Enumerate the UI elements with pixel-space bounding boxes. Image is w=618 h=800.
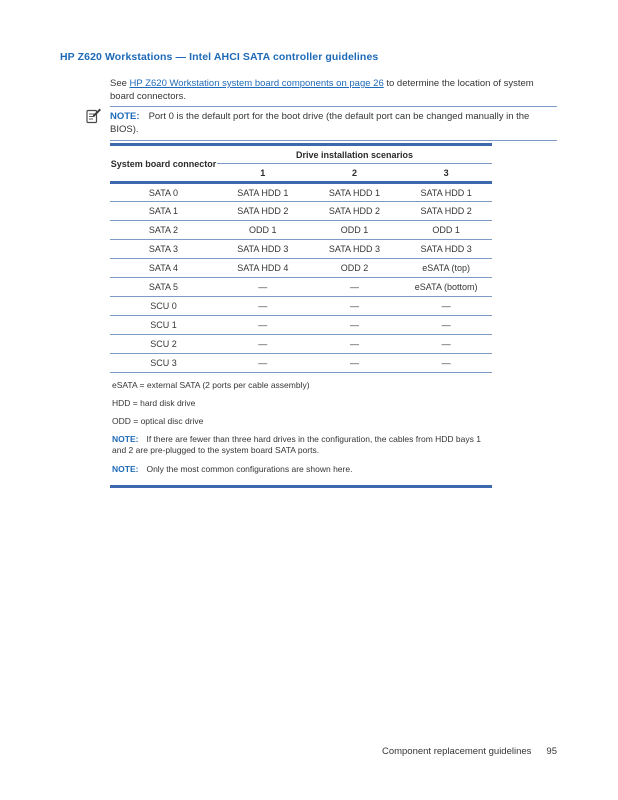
scenario1-cell: ODD 1 bbox=[217, 221, 309, 240]
scenario1-cell: SATA HDD 2 bbox=[217, 202, 309, 221]
scenario2-cell: — bbox=[309, 278, 401, 297]
page-title: HP Z620 Workstations — Intel AHCI SATA controller guidelines bbox=[60, 51, 379, 63]
scenario3-cell: eSATA (top) bbox=[400, 259, 492, 278]
scenario3-cell: SATA HDD 3 bbox=[400, 240, 492, 259]
table-row bbox=[110, 183, 492, 202]
column-header-connector: System board connector bbox=[110, 145, 217, 183]
footnote: HDD = hard disk drive bbox=[112, 398, 196, 408]
table-row bbox=[110, 335, 492, 354]
scenario1-cell: SATA HDD 1 bbox=[217, 183, 309, 202]
table-row bbox=[110, 316, 492, 335]
table-header bbox=[110, 145, 492, 183]
table-note bbox=[112, 464, 492, 475]
connector-cell: SCU 1 bbox=[110, 316, 217, 335]
scenario1-cell: — bbox=[217, 278, 309, 297]
scenario2-cell: SATA HDD 3 bbox=[309, 240, 401, 259]
connector-cell: SCU 2 bbox=[110, 335, 217, 354]
scenario2-cell: — bbox=[309, 316, 401, 335]
scenario3-cell: — bbox=[400, 316, 492, 335]
scenario3-cell: eSATA (bottom) bbox=[400, 278, 492, 297]
top-note-body bbox=[110, 106, 557, 141]
scenario3-cell: ODD 1 bbox=[400, 221, 492, 240]
table-row bbox=[110, 297, 492, 316]
scenario-column-header-2: 2 bbox=[309, 164, 401, 183]
connector-cell: SCU 0 bbox=[110, 297, 217, 316]
connector-cell: SCU 3 bbox=[110, 354, 217, 373]
note-label: NOTE: bbox=[112, 464, 139, 474]
group-header-row bbox=[110, 145, 492, 164]
table-row bbox=[110, 278, 492, 297]
scenario2-cell: SATA HDD 2 bbox=[309, 202, 401, 221]
scenario1-cell: — bbox=[217, 354, 309, 373]
table-footnotes bbox=[110, 380, 492, 427]
scenario-column-header-3: 3 bbox=[400, 164, 492, 183]
scenario1-cell: — bbox=[217, 335, 309, 354]
scenario3-cell: SATA HDD 2 bbox=[400, 202, 492, 221]
scenario1-cell: SATA HDD 3 bbox=[217, 240, 309, 259]
intro-text-after: to determine the location of system board connectors. bbox=[110, 78, 534, 102]
note-text: Port 0 is the default port for the boot drive (the default port can be changed manually in the BIOS). bbox=[110, 111, 530, 135]
connector-cell: SATA 2 bbox=[110, 221, 217, 240]
connector-cell: SATA 1 bbox=[110, 202, 217, 221]
column-group-header: Drive installation scenarios bbox=[217, 145, 492, 164]
connector-cell: SATA 0 bbox=[110, 183, 217, 202]
top-note-callout bbox=[110, 106, 557, 141]
table-row bbox=[110, 221, 492, 240]
connector-cell: SATA 5 bbox=[110, 278, 217, 297]
scenario2-cell: — bbox=[309, 354, 401, 373]
note-text: If there are fewer than three hard drives in the configuration, the cables from HDD bays 1 and 2 are pre-plugged to the system board SATA ports. bbox=[112, 434, 481, 455]
connector-cell: SATA 4 bbox=[110, 259, 217, 278]
connector-cell: SATA 3 bbox=[110, 240, 217, 259]
footer-page-number: 95 bbox=[546, 746, 557, 757]
table-notes bbox=[110, 434, 492, 475]
drive-scenarios-table bbox=[110, 143, 492, 373]
page-footer bbox=[382, 746, 557, 757]
system-board-components-link[interactable]: HP Z620 Workstation system board components on page 26 bbox=[129, 78, 384, 89]
drive-scenarios-table-block bbox=[110, 143, 492, 488]
table-row bbox=[110, 202, 492, 221]
intro-paragraph bbox=[110, 77, 560, 103]
scenario2-cell: ODD 2 bbox=[309, 259, 401, 278]
footer-section-title: Component replacement guidelines bbox=[381, 746, 532, 757]
scenario2-cell: ODD 1 bbox=[309, 221, 401, 240]
note-text: Only the most common configurations are shown here. bbox=[146, 464, 353, 474]
table-body bbox=[110, 183, 492, 373]
note-label: NOTE: bbox=[112, 434, 139, 444]
scenario3-cell: — bbox=[400, 354, 492, 373]
table-row bbox=[110, 259, 492, 278]
scenario3-cell: — bbox=[400, 335, 492, 354]
scenario3-cell: SATA HDD 1 bbox=[400, 183, 492, 202]
note-pencil-icon bbox=[86, 108, 101, 124]
scenario2-cell: — bbox=[309, 297, 401, 316]
table-row bbox=[110, 354, 492, 373]
intro-text-before: See bbox=[110, 78, 130, 89]
scenario-column-header-1: 1 bbox=[217, 164, 309, 183]
scenario2-cell: SATA HDD 1 bbox=[309, 183, 401, 202]
scenario2-cell: — bbox=[309, 335, 401, 354]
scenario1-cell: — bbox=[217, 297, 309, 316]
scenario3-cell: — bbox=[400, 297, 492, 316]
table-row bbox=[110, 240, 492, 259]
scenario1-cell: SATA HDD 4 bbox=[217, 259, 309, 278]
scenario1-cell: — bbox=[217, 316, 309, 335]
footnote: ODD = optical disc drive bbox=[112, 416, 204, 426]
note-label: NOTE: bbox=[110, 111, 140, 122]
footnote: eSATA = external SATA (2 ports per cable assembly) bbox=[112, 380, 310, 390]
table-note bbox=[112, 434, 492, 456]
